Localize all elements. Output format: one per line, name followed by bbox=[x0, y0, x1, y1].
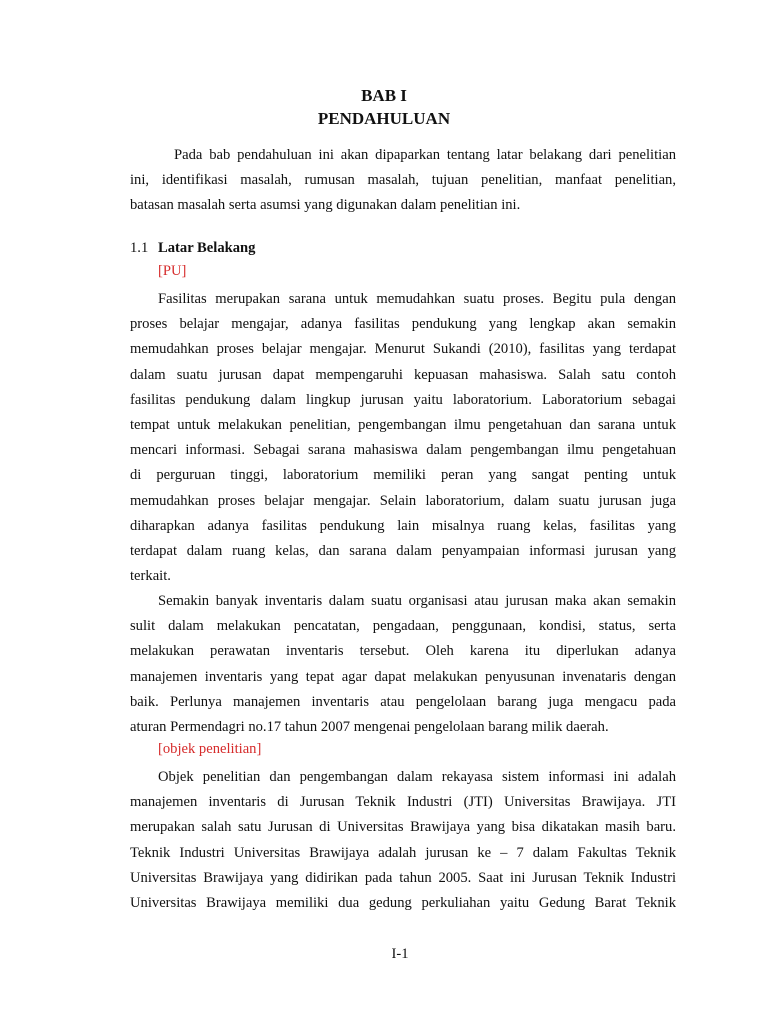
paragraph-line: memudahkan proses belajar mengajar. Menurut Sukandi (2010), fasilitas yang terdapat bbox=[130, 341, 676, 358]
paragraph-line: Universitas Brawijaya memiliki dua gedung perkuliahan yaitu Gedung Barat Teknik bbox=[130, 894, 676, 911]
intro-paragraph bbox=[130, 143, 676, 219]
paragraph-line: Universitas Brawijaya yang didirikan pada tahun 2005. Saat ini Jurusan Teknik Industri bbox=[130, 869, 676, 886]
paragraph-inventory bbox=[130, 589, 676, 740]
intro-line: batasan masalah serta asumsi yang digunakan dalam penelitian ini. bbox=[130, 197, 521, 214]
objek-marker: [objek penelitian] bbox=[158, 741, 262, 757]
intro-line: ini, identifikasi masalah, rumusan masalah, tujuan penelitian, manfaat penelitian, bbox=[130, 172, 676, 189]
paragraph-line: terkait. bbox=[130, 568, 171, 585]
paragraph-line: Semakin banyak inventaris dalam suatu organisasi atau jurusan maka akan semakin bbox=[158, 593, 676, 609]
chapter-number: BAB I bbox=[361, 86, 407, 105]
chapter-title: PENDAHULUAN bbox=[317, 109, 451, 128]
paragraph-research-object bbox=[130, 765, 676, 916]
paragraph-line: manajemen inventaris yang tepat agar dapat melakukan penyusunan invenataris dengan bbox=[130, 668, 676, 685]
paragraph-line: sulit dalam melakukan pencatatan, pengadaan, penggunaan, kondisi, status, serta bbox=[130, 618, 676, 635]
paragraph-line: melakukan perawatan inventaris tersebut. Oleh karena itu diperlukan adanya bbox=[130, 643, 676, 660]
paragraph-line: merupakan salah satu Jurusan di Universitas Brawijaya yang bisa dikatakan masih baru. bbox=[130, 819, 676, 836]
section-number: 1.1 bbox=[130, 240, 149, 256]
paragraph-line: dalam suatu jurusan dapat mempengaruhi kepuasan mahasiswa. Salah satu contoh bbox=[130, 366, 676, 383]
paragraph-line: mencari informasi. Sebagai sarana mahasiswa dalam pengembangan ilmu pengetahuan bbox=[130, 442, 676, 459]
paragraph-line: Fasilitas merupakan sarana untuk memudahkan suatu proses. Begitu pula dengan bbox=[158, 291, 676, 307]
paragraph-facilities bbox=[130, 287, 676, 589]
pu-marker: [PU] bbox=[158, 263, 187, 279]
paragraph-line: diharapkan adanya fasilitas pendukung lain misalnya ruang kelas, fasilitas yang bbox=[130, 517, 676, 534]
paragraph-line: manajemen inventaris di Jurusan Teknik Industri (JTI) Universitas Brawijaya. JTI bbox=[130, 794, 676, 811]
paragraph-line: tempat untuk melakukan penelitian, pengembangan ilmu pengetahuan dan sarana untuk bbox=[130, 416, 676, 433]
paragraph-line: Teknik Industri Universitas Brawijaya adalah jurusan ke – 7 dalam Fakultas Teknik bbox=[130, 844, 676, 861]
paragraph-line: terdapat dalam ruang kelas, dan sarana dalam penyampaian informasi jurusan yang bbox=[130, 542, 676, 559]
intro-line: Pada bab pendahuluan ini akan dipaparkan tentang latar belakang dari penelitian bbox=[174, 147, 676, 163]
page-number: I-1 bbox=[391, 946, 409, 962]
paragraph-line: aturan Permendagri no.17 tahun 2007 mengenai pengelolaan barang milik daerah. bbox=[130, 718, 609, 735]
paragraph-line: proses belajar mengajar, adanya fasilitas pendukung yang lengkap akan semakin bbox=[130, 316, 676, 333]
section-heading bbox=[130, 240, 255, 257]
section-title: Latar Belakang bbox=[158, 240, 256, 256]
paragraph-line: baik. Perlunya manajemen inventaris atau pengelolaan barang juga mengacu pada bbox=[130, 693, 676, 710]
paragraph-line: Objek penelitian dan pengembangan dalam rekayasa sistem informasi ini adalah bbox=[158, 769, 676, 785]
paragraph-line: fasilitas pendukung dalam lingkup jurusan yaitu laboratorium. Laboratorium sebagai bbox=[130, 391, 676, 408]
paragraph-line: di perguruan tinggi, laboratorium memiliki peran yang sangat penting untuk bbox=[130, 467, 676, 484]
paragraph-line: memudahkan proses belajar mengajar. Selain laboratorium, dalam suatu jurusan juga bbox=[130, 492, 676, 509]
